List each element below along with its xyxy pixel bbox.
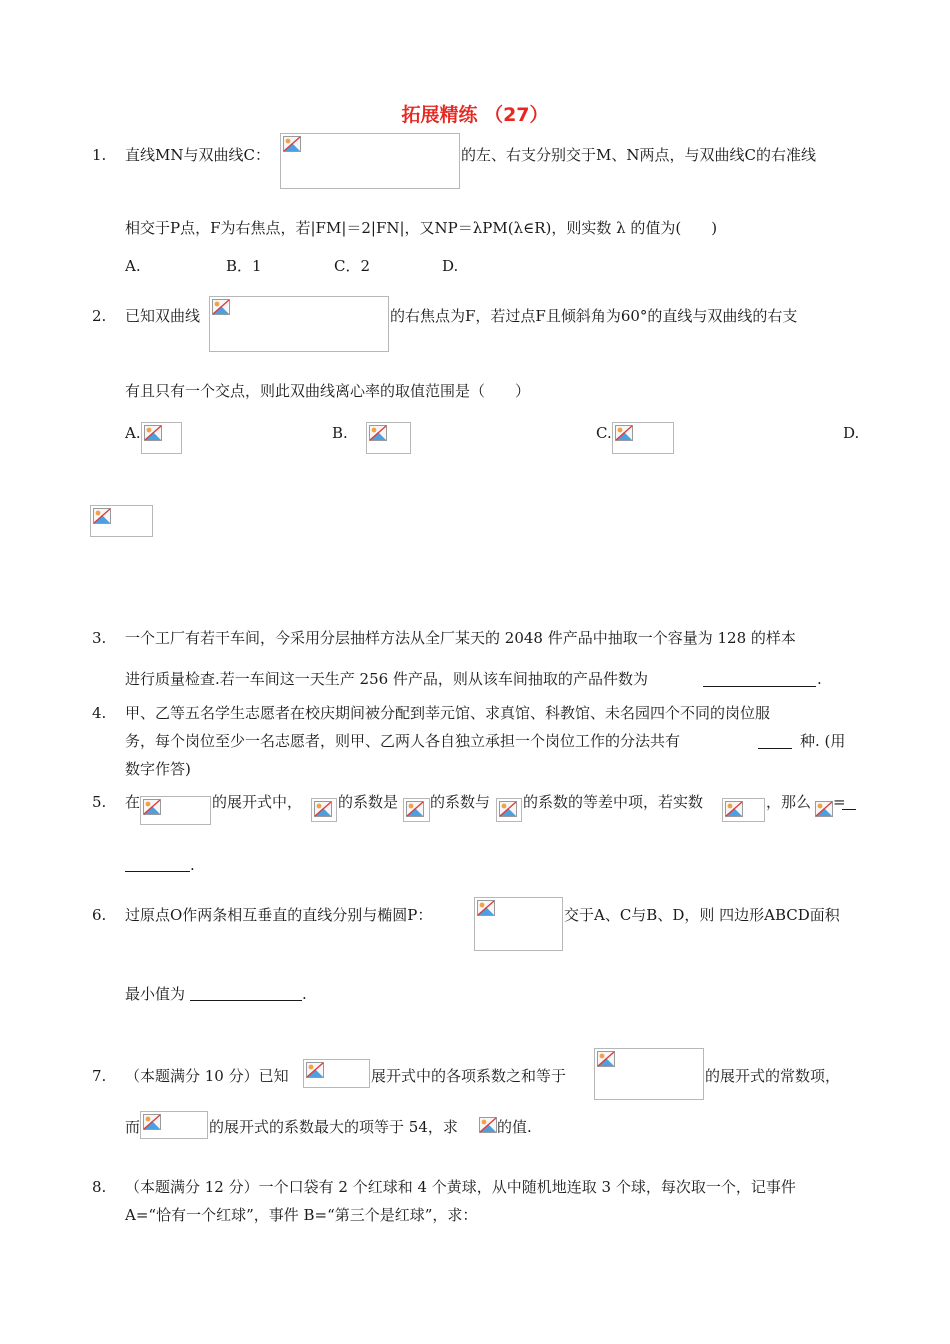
formula-image bbox=[722, 798, 765, 822]
formula-image bbox=[612, 422, 674, 454]
broken-image-icon bbox=[143, 1114, 161, 1130]
question-text: 有且只有一个交点，则此双曲线离心率的取值范围是（ ） bbox=[125, 382, 531, 400]
question-number: 6. bbox=[92, 906, 107, 924]
question-text: （本题满分 10 分）已知 bbox=[125, 1067, 289, 1085]
formula-image bbox=[403, 798, 430, 822]
question-number: 5. bbox=[92, 793, 107, 811]
answer-blank bbox=[190, 986, 302, 1001]
question-text: 最小值为 bbox=[125, 985, 186, 1003]
formula-image bbox=[496, 798, 522, 822]
question-text: 的系数的等差中项，若实数 bbox=[523, 793, 704, 811]
question-text: 务，每个岗位至少一名志愿者，则甲、乙两人各自独立承担一个岗位工作的分法共有 bbox=[125, 732, 681, 750]
option-b: B．1 bbox=[226, 257, 262, 275]
answer-blank bbox=[703, 672, 816, 687]
broken-image-icon bbox=[615, 425, 633, 441]
formula-image bbox=[141, 422, 182, 454]
question-text: 进行质量检查.若一车间这一天生产 256 件产品，则从该车间抽取的产品件数为 bbox=[125, 670, 648, 688]
question-text: A=“恰有一个红球”，事件 B=“第三个是红球”，求： bbox=[125, 1206, 478, 1224]
formula-image bbox=[594, 1048, 704, 1100]
formula-image bbox=[209, 296, 389, 352]
question-number: 2. bbox=[92, 307, 107, 325]
question-number: 4. bbox=[92, 704, 107, 722]
broken-image-icon bbox=[306, 1062, 324, 1078]
question-text: . bbox=[302, 985, 307, 1003]
question-text: 数字作答) bbox=[125, 760, 191, 778]
question-number: 3. bbox=[92, 629, 107, 647]
formula-image bbox=[90, 505, 153, 537]
answer-blank bbox=[758, 734, 792, 749]
question-text: 的值. bbox=[497, 1118, 532, 1136]
formula-image bbox=[311, 798, 337, 822]
question-text: 的展开式的常数项， bbox=[705, 1067, 841, 1085]
formula-image bbox=[479, 1117, 497, 1135]
question-text: 的展开式中， bbox=[212, 793, 303, 811]
formula-image bbox=[815, 801, 832, 819]
question-text: （本题满分 12 分）一个口袋有 2 个红球和 4 个黄球，从中随机地连取 3 个球，每次取一个，记事件 bbox=[125, 1178, 796, 1196]
question-text: 一个工厂有若干车间，今采用分层抽样方法从全厂某天的 2048 件产品中抽取一个容量为 128 的样本 bbox=[125, 629, 796, 647]
formula-image bbox=[140, 796, 211, 825]
option-b: B. bbox=[332, 424, 348, 442]
answer-blank bbox=[842, 795, 856, 810]
option-a: A. bbox=[125, 424, 141, 442]
question-text: ，那么 bbox=[766, 793, 812, 811]
question-text: 而 bbox=[125, 1118, 141, 1136]
broken-image-icon bbox=[143, 799, 161, 815]
question-text: 的系数是 bbox=[338, 793, 399, 811]
broken-image-icon bbox=[144, 425, 162, 441]
formula-image bbox=[140, 1111, 208, 1139]
broken-image-icon bbox=[597, 1051, 615, 1067]
broken-image-icon bbox=[477, 900, 495, 916]
question-text: 的展开式的系数最大的项等于 54，求 bbox=[209, 1118, 458, 1136]
broken-image-icon bbox=[406, 801, 424, 817]
formula-image bbox=[474, 897, 563, 951]
question-text: . bbox=[190, 856, 195, 874]
broken-image-icon bbox=[369, 425, 387, 441]
answer-blank bbox=[125, 857, 190, 872]
broken-image-icon bbox=[314, 801, 332, 817]
option-c: C. bbox=[596, 424, 612, 442]
broken-image-icon bbox=[725, 801, 743, 817]
question-text: 的右焦点为F，若过点F且倾斜角为60°的直线与双曲线的右支 bbox=[390, 307, 798, 325]
broken-image-icon bbox=[815, 801, 833, 817]
question-text: 的左、右支分别交于M、N两点，与双曲线C的右准线 bbox=[461, 146, 816, 164]
question-text: 种. (用 bbox=[800, 732, 846, 750]
question-text: 甲、乙等五名学生志愿者在校庆期间被分配到莘元馆、求真馆、科教馆、未名园四个不同的岗位服 bbox=[125, 704, 771, 722]
question-text: 展开式中的各项系数之和等于 bbox=[371, 1067, 567, 1085]
formula-image bbox=[280, 133, 460, 189]
question-text: 已知双曲线 bbox=[125, 307, 201, 325]
question-text: 交于A、C与B、D，则 四边形ABCD面积 bbox=[564, 906, 840, 924]
question-number: 8. bbox=[92, 1178, 107, 1196]
formula-image bbox=[303, 1059, 370, 1088]
question-text: 直线MN与双曲线C： bbox=[125, 146, 270, 164]
broken-image-icon bbox=[283, 136, 301, 152]
question-text: 相交于P点，F为右焦点，若|FM|＝2|FN|，又NP＝λPM(λ∈R)，则实数 λ 的值为( ) bbox=[125, 219, 718, 237]
broken-image-icon bbox=[93, 508, 111, 524]
option-d: D. bbox=[442, 257, 459, 275]
question-number: 1. bbox=[92, 146, 107, 164]
broken-image-icon bbox=[499, 801, 517, 817]
broken-image-icon bbox=[479, 1117, 497, 1133]
question-number: 7. bbox=[92, 1067, 107, 1085]
question-text: 过原点O作两条相互垂直的直线分别与椭圆P： bbox=[125, 906, 433, 924]
question-text: 在 bbox=[125, 793, 141, 811]
option-c: C．2 bbox=[334, 257, 371, 275]
question-text: . bbox=[817, 670, 822, 688]
page-title: 拓展精练 （27） bbox=[401, 104, 549, 126]
option-a: A. bbox=[125, 257, 141, 275]
question-text: = bbox=[833, 793, 846, 811]
broken-image-icon bbox=[212, 299, 230, 315]
formula-image bbox=[366, 422, 411, 454]
option-d: D. bbox=[843, 424, 860, 442]
question-text: 的系数与 bbox=[430, 793, 491, 811]
